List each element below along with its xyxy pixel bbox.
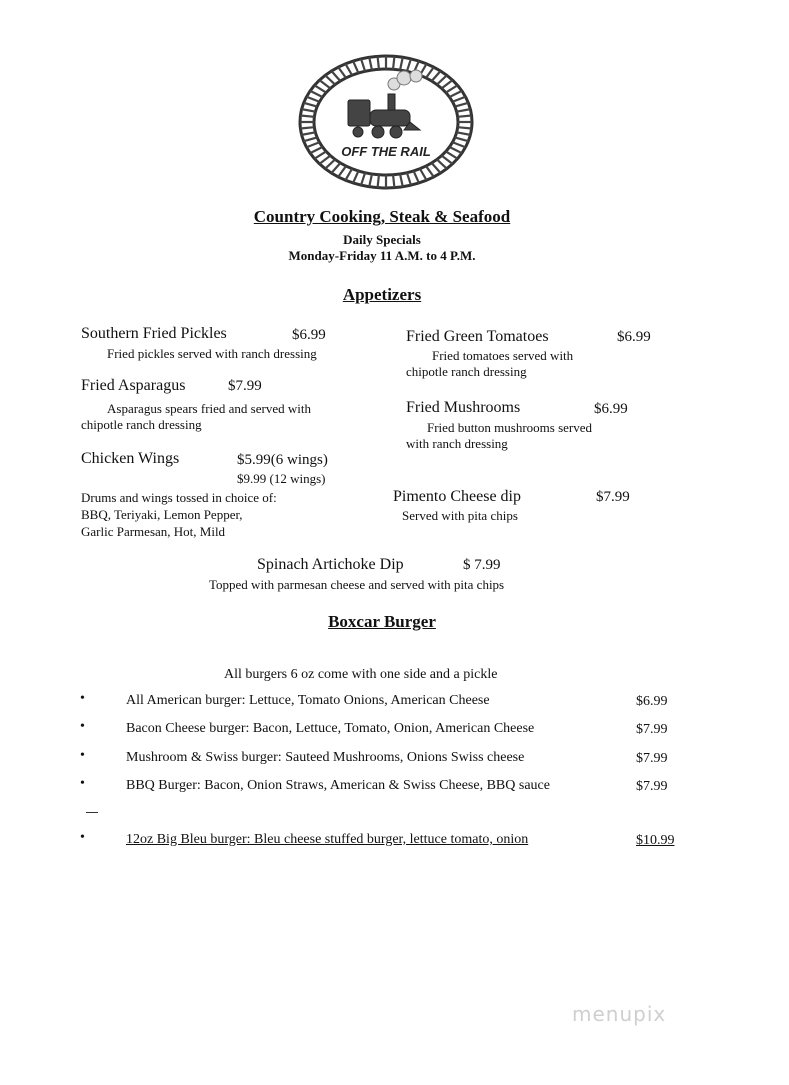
rail-tie [353, 61, 358, 73]
rail-tie [458, 116, 472, 117]
item-description: chipotle ranch dressing [406, 364, 527, 379]
rail-tie [393, 175, 394, 188]
rail-tie [331, 71, 340, 81]
item-description: BBQ, Teriyaki, Lemon Pepper, [81, 507, 243, 522]
rail-tie [446, 151, 458, 158]
rail-tie [300, 116, 314, 117]
bullet: • [80, 830, 85, 845]
rail-tie [432, 71, 441, 81]
rail-tie [458, 127, 472, 128]
specials-hours: Monday-Friday 11 A.M. to 4 P.M. [288, 248, 476, 263]
burger-price: $6.99 [636, 694, 668, 709]
rail-tie [449, 147, 461, 153]
rail-tie [453, 142, 466, 147]
rail-tie [307, 142, 320, 147]
rail-tie [400, 57, 403, 70]
item-price: $6.99 [617, 329, 651, 345]
rail-tie [369, 174, 372, 187]
rail-tie [320, 156, 331, 164]
item-description: Fried tomatoes served with [432, 348, 574, 363]
rail-tie [300, 127, 314, 128]
burger-item: Bacon Cheese burger: Bacon, Lettuce, Tomato, Onion, American Cheese [126, 721, 535, 736]
item-name: Fried Green Tomatoes [406, 328, 549, 345]
off-the-rail-logo [296, 52, 476, 192]
rail-tie [314, 85, 326, 92]
item-price: $5.99(6 wings) [237, 452, 328, 468]
rail-tie [442, 156, 453, 164]
rail-tie [449, 91, 461, 97]
burger-item: All American burger: Lettuce, Tomato Onions, American Cheese [126, 693, 490, 708]
rail-tie [338, 67, 346, 78]
item-description: Drums and wings tossed in choice of: [81, 490, 277, 505]
rail-tie [307, 97, 320, 102]
rail-tie [426, 166, 434, 177]
rail-tie [393, 56, 394, 69]
logo-text: OFF THE RAIL [341, 144, 431, 159]
rail-tie [457, 132, 471, 135]
item-price: $6.99 [594, 401, 628, 417]
rail-tie [304, 137, 317, 141]
rail-tie [378, 175, 379, 188]
item-description: Garlic Parmesan, Hot, Mild [81, 524, 226, 539]
item-price: $7.99 [596, 489, 630, 505]
burger-item: BBQ Burger: Bacon, Onion Straws, American & Swiss Cheese, BBQ sauce [126, 778, 550, 793]
rail-tie [361, 173, 365, 185]
item-description: Served with pita chips [402, 508, 518, 523]
item-description: Asparagus spears fried and served with [107, 401, 311, 416]
rail-tie [414, 171, 419, 183]
bullet: • [80, 691, 85, 706]
rail-tie [437, 159, 447, 168]
rail-tie [432, 163, 441, 173]
item-price: $7.99 [228, 378, 262, 394]
daily-specials: Daily Specials [343, 232, 421, 247]
appetizers-heading: Appetizers [342, 285, 422, 304]
rail-tie [338, 166, 346, 177]
rail-tie [455, 137, 468, 141]
rail-tie [455, 103, 468, 107]
item-name: Fried Asparagus [81, 377, 186, 394]
menupix-watermark: menupix [572, 1002, 667, 1026]
burgers-heading: Boxcar Burger [328, 612, 436, 631]
rail-tie [457, 109, 471, 112]
item-name: Spinach Artichoke Dip [257, 556, 404, 573]
item-description: Fried button mushrooms served [427, 420, 593, 435]
rail-tie [400, 174, 403, 187]
burger-price: $7.99 [636, 751, 668, 766]
rail-tie [361, 59, 365, 71]
item-price: $ 7.99 [463, 557, 501, 573]
rail-tie [302, 109, 316, 112]
item-price: $6.99 [292, 327, 326, 343]
rail-tie [378, 56, 379, 69]
rail-tie [437, 75, 447, 84]
rail-tie [331, 163, 340, 173]
item-name: Fried Mushrooms [406, 399, 521, 416]
item-name: Southern Fried Pickles [81, 325, 227, 342]
rail-tie [426, 67, 434, 78]
burger-price: $7.99 [636, 722, 668, 737]
rail-tie [325, 75, 335, 84]
rail-tie [314, 151, 326, 158]
rail-tie [453, 97, 466, 102]
rail-tie [369, 57, 372, 70]
item-description: Topped with parmesan cheese and served with pita chips [209, 577, 505, 592]
rail-tie [302, 132, 316, 135]
rail-tie [325, 159, 335, 168]
bullet: • [80, 748, 85, 763]
item-name: Pimento Cheese dip [393, 488, 521, 505]
bullet: • [80, 719, 85, 734]
page-title: Country Cooking, Steak & Seafood [253, 207, 511, 226]
rail-tie [345, 64, 352, 75]
item-description: Fried pickles served with ranch dressing [107, 346, 317, 361]
divider-dash [86, 812, 98, 813]
rail-tie [310, 147, 322, 153]
rail-tie [407, 173, 411, 185]
rail-tie [345, 169, 352, 180]
rail-tie [320, 80, 331, 88]
rail-tie [442, 80, 453, 88]
rail-tie [446, 85, 458, 92]
rail-tie [420, 169, 427, 180]
burger-item: 12oz Big Bleu burger: Bleu cheese stuffed burger, lettuce tomato, onion [126, 832, 529, 847]
burger-price: $7.99 [636, 779, 668, 794]
burgers-intro: All burgers 6 oz come with one side and a pickle [224, 667, 498, 682]
rail-tie [310, 91, 322, 97]
bullet: • [80, 776, 85, 791]
burger-price: $10.99 [636, 833, 675, 848]
rail-tie [353, 171, 358, 183]
item-name: Chicken Wings [81, 450, 180, 467]
rail-tie [304, 103, 317, 107]
item-description: with ranch dressing [406, 436, 508, 451]
rail-tie [407, 59, 411, 71]
item-description: chipotle ranch dressing [81, 417, 202, 432]
item-price-secondary: $9.99 (12 wings) [237, 471, 326, 486]
burger-item: Mushroom & Swiss burger: Sauteed Mushrooms, Onions Swiss cheese [126, 750, 525, 765]
